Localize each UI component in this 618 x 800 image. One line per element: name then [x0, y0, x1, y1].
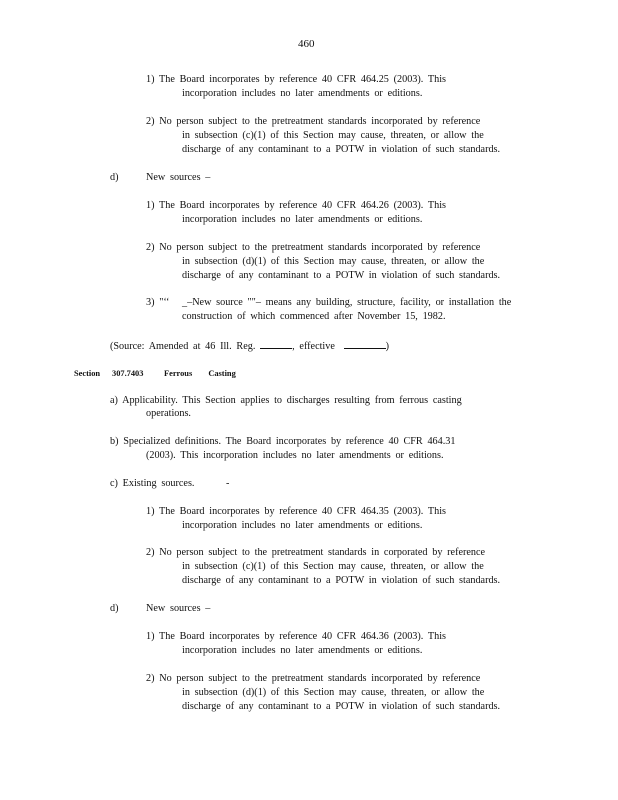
d2-item2-line2: in subsection (d)(1) of this Section may cause, threaten, or allow the	[182, 687, 485, 698]
c-item1-line1: 1) The Board incorporates by reference 40 CFR 464.25 (2003). This	[146, 74, 447, 85]
d2-label: d)	[110, 603, 119, 614]
reg-page-blank	[260, 339, 292, 349]
d1-item1-line2: incorporation includes no later amendments or editions.	[182, 214, 423, 225]
c2-item2-line2: in subsection (c)(1) of this Section may cause, threaten, or allow the	[182, 561, 484, 572]
source-note-prefix: (Source: Amended at 46 Ill. Reg.	[110, 341, 256, 352]
d2-item2-line3: discharge of any contaminant to a POTW in violation of such standards.	[182, 701, 501, 712]
a-line2: operations.	[146, 408, 191, 419]
a-line1: a) Applicability. This Section applies to discharges resulting from ferrous casting	[110, 395, 462, 406]
d2-item1-line2: incorporation includes no later amendments or editions.	[182, 645, 423, 656]
d1-item3-line2: construction of which commenced after November 15, 1982.	[182, 311, 446, 322]
d1-title: New sources –	[146, 172, 211, 183]
d1-label: d)	[110, 172, 119, 183]
d2-item1-line1: 1) The Board incorporates by reference 40 CFR 464.36 (2003). This	[146, 631, 447, 642]
c2-item1-line1: 1) The Board incorporates by reference 40 CFR 464.35 (2003). This	[146, 506, 447, 517]
d1-item1-line1: 1) The Board incorporates by reference 40 CFR 464.26 (2003). This	[146, 200, 447, 211]
d1-item3-line1: _–New source ""– means any building, structure, facility, or installation the	[182, 297, 512, 308]
c-item2-line3: discharge of any contaminant to a POTW in violation of such standards.	[182, 144, 501, 155]
source-note	[110, 339, 389, 353]
c-item2-line2: in subsection (c)(1) of this Section may cause, threaten, or allow the	[182, 130, 484, 141]
source-note-close: )	[385, 341, 390, 352]
c2-item1-line2: incorporation includes no later amendments or editions.	[182, 520, 423, 531]
d1-item2-line1: 2) No person subject to the pretreatment standards incorporated by reference	[146, 242, 481, 253]
d1-item3-number: 3) "‘‘	[146, 297, 170, 308]
d2-item2-line1: 2) No person subject to the pretreatment standards incorporated by reference	[146, 673, 481, 684]
effective-date-blank	[344, 339, 386, 349]
d1-item2-line2: in subsection (d)(1) of this Section may cause, threaten, or allow the	[182, 256, 485, 267]
section-number: 307.7403	[112, 369, 144, 378]
page-number: 460	[298, 38, 315, 50]
section-label: Section	[74, 369, 101, 378]
d1-item2-line3: discharge of any contaminant to a POTW in violation of such standards.	[182, 270, 501, 281]
c-title-dash: -	[226, 478, 230, 489]
c-title: c) Existing sources.	[110, 478, 195, 489]
c2-item2-line1: 2) No person subject to the pretreatment standards in corporated by reference	[146, 547, 486, 558]
c2-item2-line3: discharge of any contaminant to a POTW in violation of such standards.	[182, 575, 501, 586]
c-item2-line1: 2) No person subject to the pretreatment standards incorporated by reference	[146, 116, 481, 127]
b-line1: b) Specialized definitions. The Board incorporates by reference 40 CFR 464.31	[110, 436, 456, 447]
section-title: Ferrous Casting	[164, 369, 236, 378]
c-item1-line2: incorporation includes no later amendments or editions.	[182, 88, 423, 99]
d2-title: New sources –	[146, 603, 211, 614]
source-note-effective: , effective	[292, 341, 335, 352]
b-line2: (2003). This incorporation includes no later amendments or editions.	[146, 450, 444, 461]
